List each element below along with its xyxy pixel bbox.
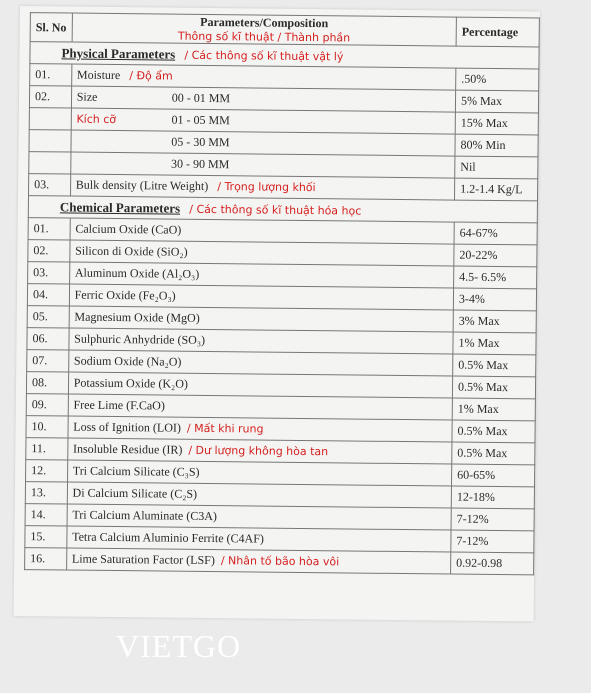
percentage-value: 0.5% Max xyxy=(452,420,535,443)
parameter-translation: / Độ ẩm xyxy=(129,69,173,83)
percentage-value: 7-12% xyxy=(451,508,534,531)
row-number: 04. xyxy=(27,284,69,306)
percentage-value: 0.92-0.98 xyxy=(451,552,534,575)
row-number: 10. xyxy=(26,416,68,438)
row-number: 05. xyxy=(27,306,69,328)
parameter-name: Bulk density (Litre Weight) xyxy=(75,177,209,193)
percentage-value: .50% xyxy=(456,68,539,91)
row-number: 06. xyxy=(27,328,69,350)
row-number: 11. xyxy=(26,438,68,460)
chemical-section-translation: / Các thông số kĩ thuật hóa học xyxy=(189,202,362,218)
percentage-value: Nil xyxy=(455,156,538,179)
table-row xyxy=(25,548,534,575)
row-number: 14. xyxy=(25,504,67,526)
row-number: 07. xyxy=(27,350,69,372)
sl-no-header: Sl. No xyxy=(30,13,72,42)
percentage-value: 1.2-1.4 Kg/L xyxy=(454,178,537,201)
parameter-name: Sulphuric Anhydride (SO₃) xyxy=(74,331,206,347)
percentage-value: 1% Max xyxy=(453,332,536,355)
percentage-value: 0.5% Max xyxy=(452,376,535,399)
parameter-translation: / Dư lượng không hòa tan xyxy=(188,443,329,459)
parameter-name: Tri Calcium Silicate (C₃S) xyxy=(72,463,200,479)
parameter-name: Lime Saturation Factor (LSF) xyxy=(71,551,215,568)
row-number: 12. xyxy=(26,460,68,482)
size-range: 00 - 01 MM xyxy=(171,90,231,106)
percentage-value: 0.5% Max xyxy=(452,442,535,465)
parameters-header-label: Parameters/Composition xyxy=(200,14,329,31)
physical-section-title: Physical Parameters xyxy=(61,44,176,62)
percentage-value: 60-65% xyxy=(451,464,534,487)
parameter-name: Free Lime (F.CaO) xyxy=(73,397,165,413)
row-number-empty xyxy=(29,108,71,130)
parameter-name: Loss of Ignition (LOI) xyxy=(73,419,182,435)
parameter-translation: Kích cỡ xyxy=(76,112,117,127)
percentage-value: 64-67% xyxy=(454,222,537,245)
percentage-header: Percentage xyxy=(456,17,539,47)
vietgo-watermark: VIETGO xyxy=(116,628,242,664)
size-range: 05 - 30 MM xyxy=(171,134,230,150)
row-number: 03. xyxy=(29,174,71,196)
row-number: 02. xyxy=(29,86,71,108)
specification-table xyxy=(24,12,540,575)
row-number: 09. xyxy=(26,394,68,416)
row-number: 13. xyxy=(25,482,67,504)
row-number-empty xyxy=(29,130,71,152)
row-number: 03. xyxy=(28,262,70,284)
physical-section-translation: / Các thông số kĩ thuật vật lý xyxy=(184,48,344,63)
chemical-section-title: Chemical Parameters xyxy=(59,198,181,216)
row-number: 01. xyxy=(28,218,70,240)
percentage-value: 3-4% xyxy=(453,288,536,311)
parameter-cell xyxy=(66,548,451,574)
percentage-value: 12-18% xyxy=(451,486,534,509)
row-number: 01. xyxy=(30,64,72,86)
percentage-value: 20-22% xyxy=(454,244,537,267)
parameter-name: Calcium Oxide (CaO) xyxy=(75,221,182,237)
size-spacer xyxy=(76,167,168,168)
percentage-value: 7-12% xyxy=(451,530,534,553)
percentage-value: 5% Max xyxy=(455,90,538,113)
parameter-translation: / Nhân tố bão hòa vôi xyxy=(220,554,340,569)
parameter-name: Aluminum Oxide (Al₂O₃) xyxy=(74,265,200,281)
size-range: 01 - 05 MM xyxy=(171,112,230,128)
parameter-translation: / Mất khi rung xyxy=(186,421,264,436)
row-number: 08. xyxy=(26,372,68,394)
parameter-name: Sodium Oxide (Na₂O) xyxy=(73,353,182,369)
percentage-value: 4.5- 6.5% xyxy=(454,266,537,289)
parameters-header-translation: Thông số kĩ thuật / Thành phần xyxy=(177,29,351,45)
percentage-value: 80% Min xyxy=(455,134,538,157)
percentage-value: 3% Max xyxy=(453,310,536,333)
row-number: 02. xyxy=(28,240,70,262)
parameter-name: Size xyxy=(76,89,98,104)
size-spacer xyxy=(76,145,168,146)
percentage-value: 0.5% Max xyxy=(453,354,536,377)
parameter-translation: / Trọng lượng khối xyxy=(217,180,316,195)
document-sheet xyxy=(14,6,540,621)
percentage-value: 15% Max xyxy=(455,112,538,135)
parameter-name: Tri Calcium Aluminate (C3A) xyxy=(72,507,217,524)
parameter-name: Silicon di Oxide (SiO₂) xyxy=(75,243,188,259)
row-number: 15. xyxy=(25,526,67,548)
parameter-name: Moisture xyxy=(76,67,121,83)
row-number: 16. xyxy=(25,548,67,570)
parameter-name: Ferric Oxide (Fe₂O₃) xyxy=(74,287,176,303)
parameter-name: Magnesium Oxide (MgO) xyxy=(74,309,200,325)
parameter-name: Tetra Calcium Aluminio Ferrite (C4AF) xyxy=(72,529,264,546)
parameter-name: Di Calcium Silicate (C₂S) xyxy=(72,485,198,501)
parameter-name: Potassium Oxide (K₂O) xyxy=(73,375,189,391)
row-number-empty xyxy=(29,152,71,174)
size-range: 30 - 90 MM xyxy=(170,156,230,172)
parameters-header xyxy=(72,13,457,46)
percentage-value: 1% Max xyxy=(452,398,535,421)
parameter-name: Insoluble Residue (IR) xyxy=(72,441,183,457)
